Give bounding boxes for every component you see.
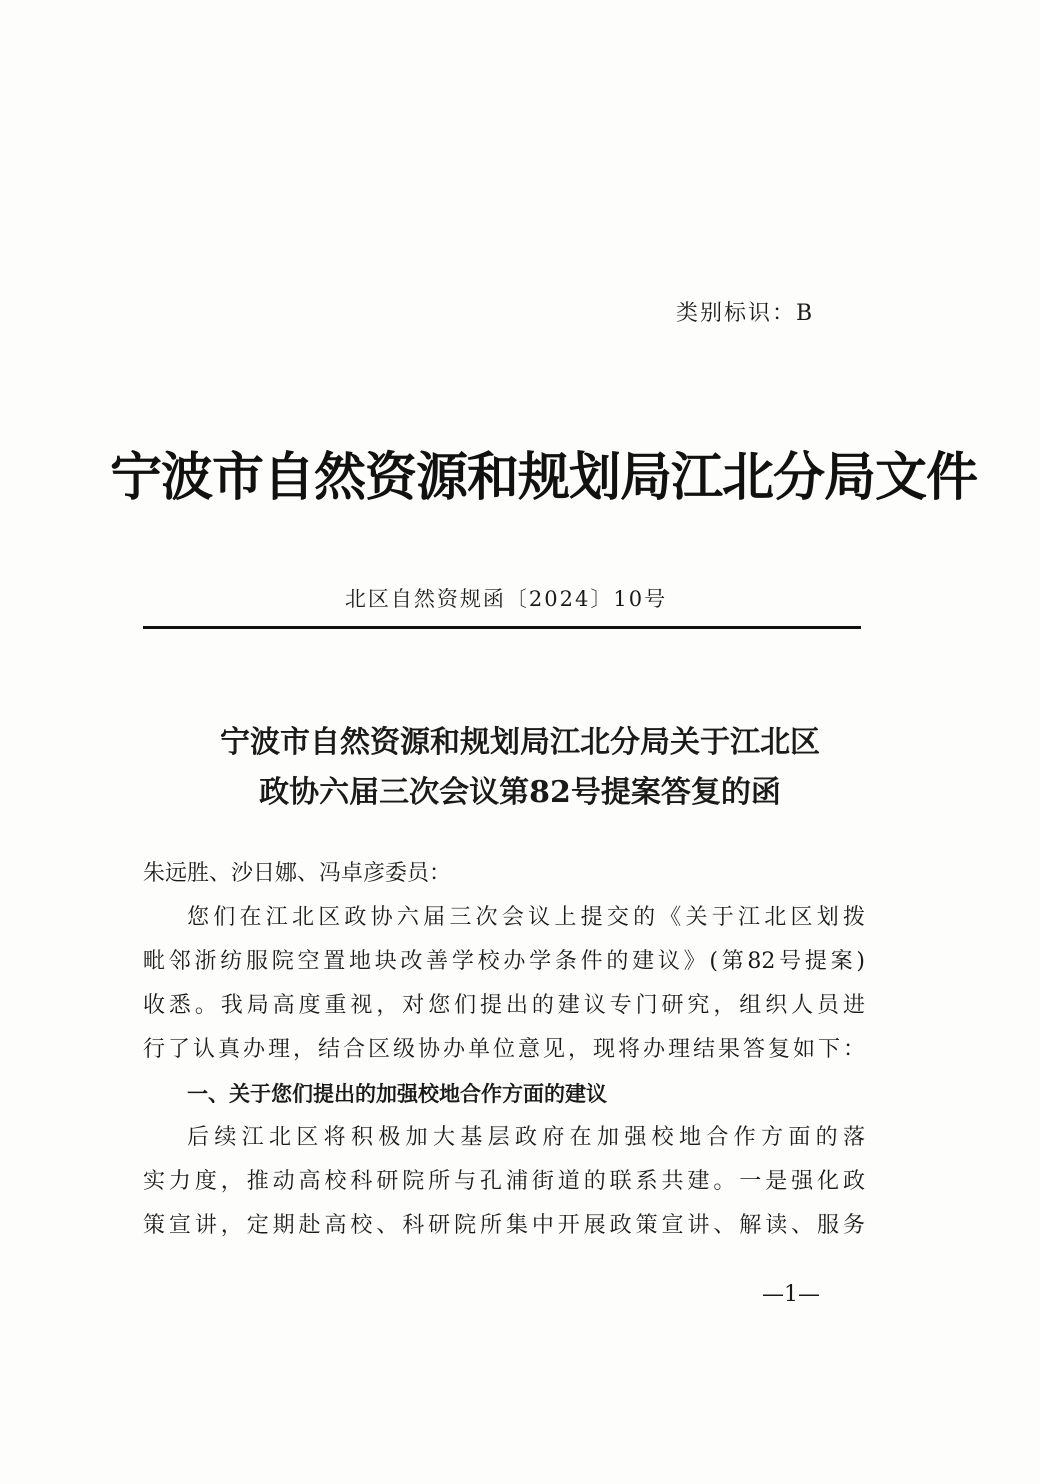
paragraph-1-line-2: 毗邻浙纺服院空置地块改善学校办学条件的建议》(第82号提案)	[143, 949, 865, 974]
paragraph-2-line-3: 策宣讲，定期赴高校、科研院所集中开展政策宣讲、解读、服务	[143, 1213, 865, 1238]
paragraph-1-line-3: 收悉。我局高度重视，对您们提出的建议专门研究，组织人员进	[143, 993, 865, 1018]
agency-title: 宁波市自然资源和规划局江北分局文件	[110, 447, 978, 508]
paragraph-2-line-2: 实力度，推动高校科研院所与孔浦街道的联系共建。一是强化政	[143, 1169, 865, 1194]
category-label: 类别标识：B	[676, 301, 815, 326]
paragraph-2-line-1: 后续江北区将积极加大基层政府在加强校地合作方面的落	[187, 1125, 865, 1150]
salutation: 朱远胜、沙日娜、冯卓彦委员：	[143, 861, 452, 886]
paragraph-1-line-4: 行了认真办理，结合区级协办单位意见，现将办理结果答复如下：	[143, 1037, 865, 1062]
letter-title-line-2: 政协六届三次会议第82号提案答复的函	[259, 775, 781, 810]
section-1-heading: 一、关于您们提出的加强校地合作方面的建议	[187, 1082, 607, 1106]
paragraph-1-line-1: 您们在江北区政协六届三次会议上提交的《关于江北区划拨	[187, 905, 865, 930]
header-rule	[143, 626, 861, 629]
letter-title-line-1: 宁波市自然资源和规划局江北分局关于江北区	[220, 725, 820, 760]
page-number: —1—	[762, 1282, 820, 1307]
letter-body	[143, 852, 865, 1248]
document-number: 北区自然资规函〔2024〕10号	[344, 587, 668, 611]
letter-title	[100, 718, 940, 818]
